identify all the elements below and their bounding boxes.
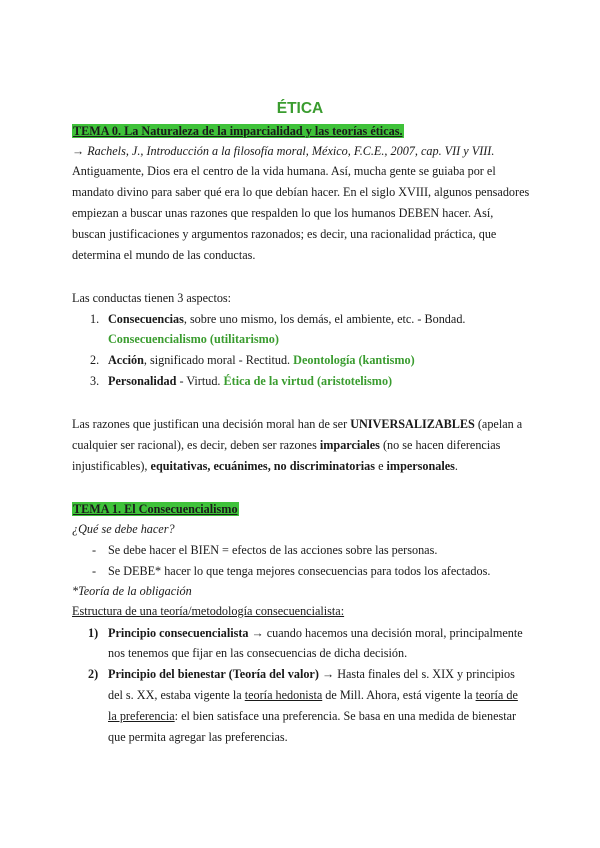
para1-line-2: mandato divino para saber qué era lo que debían hacer. En el siglo XVIII, algunos pensadores [72, 185, 530, 199]
teoria-hedonista: teoría hedonista [244, 688, 323, 702]
tema1-question: ¿Qué se debe hacer? [72, 522, 175, 536]
aspect-2-number: 2. [90, 353, 100, 367]
item-1-term: Principio consecuencialista [108, 626, 249, 640]
item-2-number: 2) [88, 667, 99, 681]
aspect-1-theory: Consecuencialismo (utilitarismo) [108, 332, 279, 346]
item-2-text: : el bien satisface una preferencia. Se basa en una medida de bienestar [174, 709, 517, 723]
document-title: ÉTICA [276, 100, 324, 117]
item-1-text: → cuando hacemos una decisión moral, principalmente [248, 626, 523, 640]
teoria-de: teoría de [475, 688, 518, 702]
item-2-line-3 [108, 708, 516, 724]
tema1-heading: TEMA 1. El Consecuencialismo [73, 502, 238, 516]
para2-text: injustificables), [72, 459, 151, 473]
para2-line-3 [72, 458, 458, 474]
item-2-line-1 [108, 666, 515, 682]
para1-line-1: Antiguamente, Dios era el centro de la vida humana. Así, mucha gente se guiaba por el [72, 164, 496, 178]
para2-text: cualquier ser racional), es decir, deben ser razones [72, 438, 320, 452]
bullet-dash-2: - [92, 564, 97, 578]
aspect-1 [108, 311, 465, 327]
item-1-line-2: nos tenemos que fijar en las consecuencias de dicha decisión. [108, 646, 408, 660]
para2-line-2 [72, 437, 500, 453]
item-2-term: Principio del bienestar (Teoría del valor) [108, 667, 319, 681]
la-preferencia: la preferencia [108, 709, 175, 723]
no-discriminatorias-term: no discriminatorias [273, 459, 376, 473]
item-2-text: del s. XX, estaba vigente la [108, 688, 245, 702]
para2-text: . [454, 459, 458, 473]
para1-line-4: buscan justificaciones y argumentos razonados; es decir, una racionalidad práctica, que [72, 227, 497, 241]
aspect-3-theory: Ética de la virtud (aristotelismo) [223, 374, 393, 388]
aspect-1-text: , sobre uno mismo, los demás, el ambiente, etc. - Bondad. [183, 312, 466, 326]
imparciales-term: imparciales [319, 438, 380, 452]
item-2-text: de Mill. Ahora, está vigente la [322, 688, 476, 702]
para2-text: (no se hacen diferencias [379, 438, 501, 452]
aspect-3 [108, 373, 392, 389]
aspect-3-term: Personalidad [108, 374, 177, 388]
tema1-heading-line [72, 501, 239, 517]
structure-heading: Estructura de una teoría/metodología consecuencialista: [72, 604, 345, 618]
aspect-2-term: Acción [108, 353, 144, 367]
aspect-1-number: 1. [90, 312, 100, 326]
item-2-line-4: que permita agregar las preferencias. [108, 730, 288, 744]
equitativas-term: equitativas [150, 459, 208, 473]
universalizables-term: UNIVERSALIZABLES [350, 417, 475, 431]
footnote: *Teoría de la obligación [72, 584, 192, 598]
ecuanimes-term: ecuánimes [213, 459, 268, 473]
aspect-2 [108, 352, 415, 368]
tema0-heading: TEMA 0. La Naturaleza de la imparcialidad y las teorías éticas. [73, 124, 403, 138]
item-1-line-1 [108, 625, 523, 641]
aspect-3-number: 3. [90, 374, 100, 388]
para2-text: (apelan a [474, 417, 523, 431]
para2-text: , [267, 459, 274, 473]
item-2-line-2 [108, 687, 518, 703]
aspect-1-term: Consecuencias [108, 312, 184, 326]
aspect-2-text: , significado moral - Rectitud. [143, 353, 294, 367]
bullet-dash-1: - [92, 543, 97, 557]
item-1-number: 1) [88, 626, 99, 640]
tema0-reference: → Rachels, J., Introducción a la filosofía moral, México, F.C.E., 2007, cap. VII y VIII. [72, 144, 495, 158]
aspects-intro: Las conductas tienen 3 aspectos: [72, 291, 232, 305]
para2-text: e [375, 459, 387, 473]
tema0-heading-line [72, 123, 404, 139]
bullet-1: Se debe hacer el BIEN = efectos de las acciones sobre las personas. [108, 543, 438, 557]
aspect-3-text: - Virtud. [176, 374, 224, 388]
para1-line-5: determina el mundo de las conductas. [72, 248, 256, 262]
item-2-text: → Hasta finales del s. XIX y principios [318, 667, 515, 681]
impersonales-term: impersonales [386, 459, 455, 473]
para2-line-1 [72, 416, 522, 432]
bullet-2: Se DEBE* hacer lo que tenga mejores consecuencias para todos los afectados. [108, 564, 491, 578]
para2-text: Las razones que justifican una decisión moral han de ser [72, 417, 351, 431]
aspect-2-theory: Deontología (kantismo) [293, 353, 415, 367]
para1-line-3: empiezan a buscar unas razones que respalden lo que los humanos DEBEN hacer. Así, [72, 206, 494, 220]
para2-text: , [207, 459, 214, 473]
